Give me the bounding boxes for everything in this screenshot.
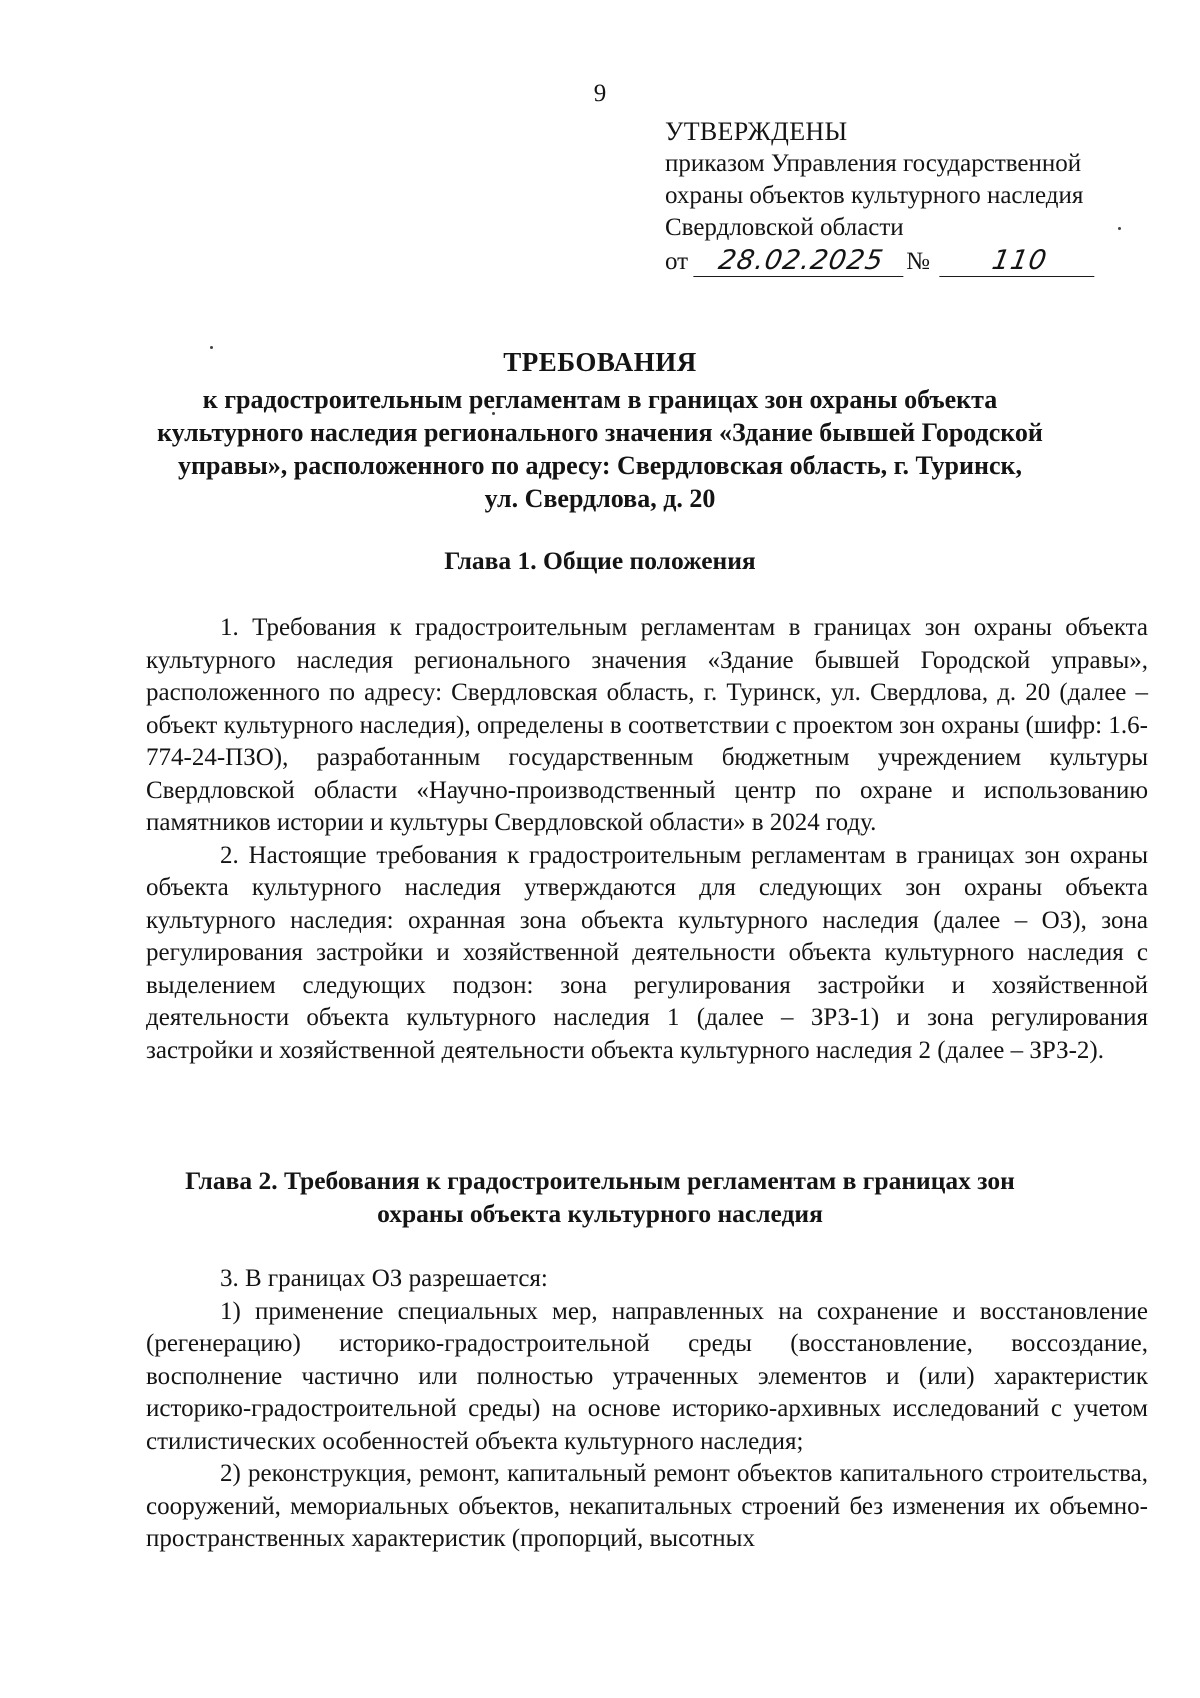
document-title-line-2: культурного наследия регионального значения «Здание бывшей Городской: [157, 418, 1043, 447]
document-title-line-1: к градостроительным регламентам в границах зон охраны объекта: [202, 385, 998, 414]
page-number: 9: [593, 80, 607, 107]
paragraph-1: 1. Требования к градостроительным регламентам в границах зон охраны объекта культурного наследия регионального значения «Здание бывшей Городской управы», расположенного по адресу: Свердловская область, г. Туринск, ул. Свердлова, д. 20 (далее – объект культурного наследия), определены в соответствии с проектом зон охраны (шифр: 1.6-774-24-ПЗО), разработанным государственным бюджетным учреждением культуры Свердловской области «Научно-производственный центр по охране и использованию памятников истории и культуры Свердловской области» в 2024 году.: [146, 614, 1148, 836]
chapter-2-heading: [130, 1164, 1070, 1230]
chapter-2-body: [146, 1263, 1148, 1556]
approval-date-row: [665, 246, 1165, 278]
chapter-1-heading: Глава 1. Общие положения: [444, 546, 756, 575]
date-prefix: от: [665, 248, 689, 275]
scan-speck: [1118, 227, 1121, 230]
handwritten-order-number: 110: [939, 246, 1099, 277]
approval-line-2: охраны объектов культурного наследия: [665, 182, 1084, 209]
document-title-line-4: ул. Свердлова, д. 20: [484, 484, 716, 513]
paragraph-2: 2. Настоящие требования к градостроительным регламентам в границах зон охраны объекта культурного наследия утверждаются для следующих зон охраны объекта культурного наследия: охранная зона объекта культурного наследия (далее – ОЗ), зона регулирования застройки и хозяйственной деятельности объекта культурного наследия с выделением следующих подзон: зона регулирования застройки и хозяйственной деятельности объекта культурного наследия 1 (далее – ЗРЗ-1) и зона регулирования застройки и хозяйственной деятельности объекта культурного наследия 2 (далее – ЗРЗ-2).: [146, 841, 1148, 1064]
number-prefix: №: [906, 248, 930, 275]
paragraph-3: 3. В границах ОЗ разрешается:: [220, 1265, 548, 1292]
handwritten-date: 28.02.2025: [693, 246, 908, 277]
approval-line-3: Свердловской области: [665, 214, 904, 241]
approval-stamp-block: [665, 116, 1165, 278]
document-title-line-3: управы», расположенного по адресу: Свердловская область, г. Туринск,: [178, 451, 1022, 480]
approval-title: УТВЕРЖДЕНЫ: [665, 117, 848, 146]
subparagraph-1: 1) применение специальных мер, направленных на сохранение и восстановление (регенерацию) историко-градостроительной среды (восстановление, воссоздание, восполнение частично или полностью утраченных элементов и (или) характеристик историко-градостроительной среды) на основе историко-архивных исследований с учетом стилистических особенностей объекта культурного наследия;: [146, 1297, 1148, 1455]
document-title-main: ТРЕБОВАНИЯ: [503, 347, 697, 377]
chapter-2-heading-line-2: охраны объекта культурного наследия: [377, 1199, 823, 1228]
approval-line-1: приказом Управления государственной: [665, 150, 1082, 177]
document-title: [130, 346, 1070, 515]
subparagraph-2: 2) реконструкция, ремонт, капитальный ремонт объектов капитального строительства, сооружений, мемориальных объектов, некапитальных строений без изменения их объемно-пространственных характеристик (пропорций, высотных: [146, 1460, 1148, 1552]
chapter-1-body: [146, 612, 1148, 1067]
chapter-2-heading-line-1: Глава 2. Требования к градостроительным регламентам в границах зон: [185, 1166, 1015, 1195]
